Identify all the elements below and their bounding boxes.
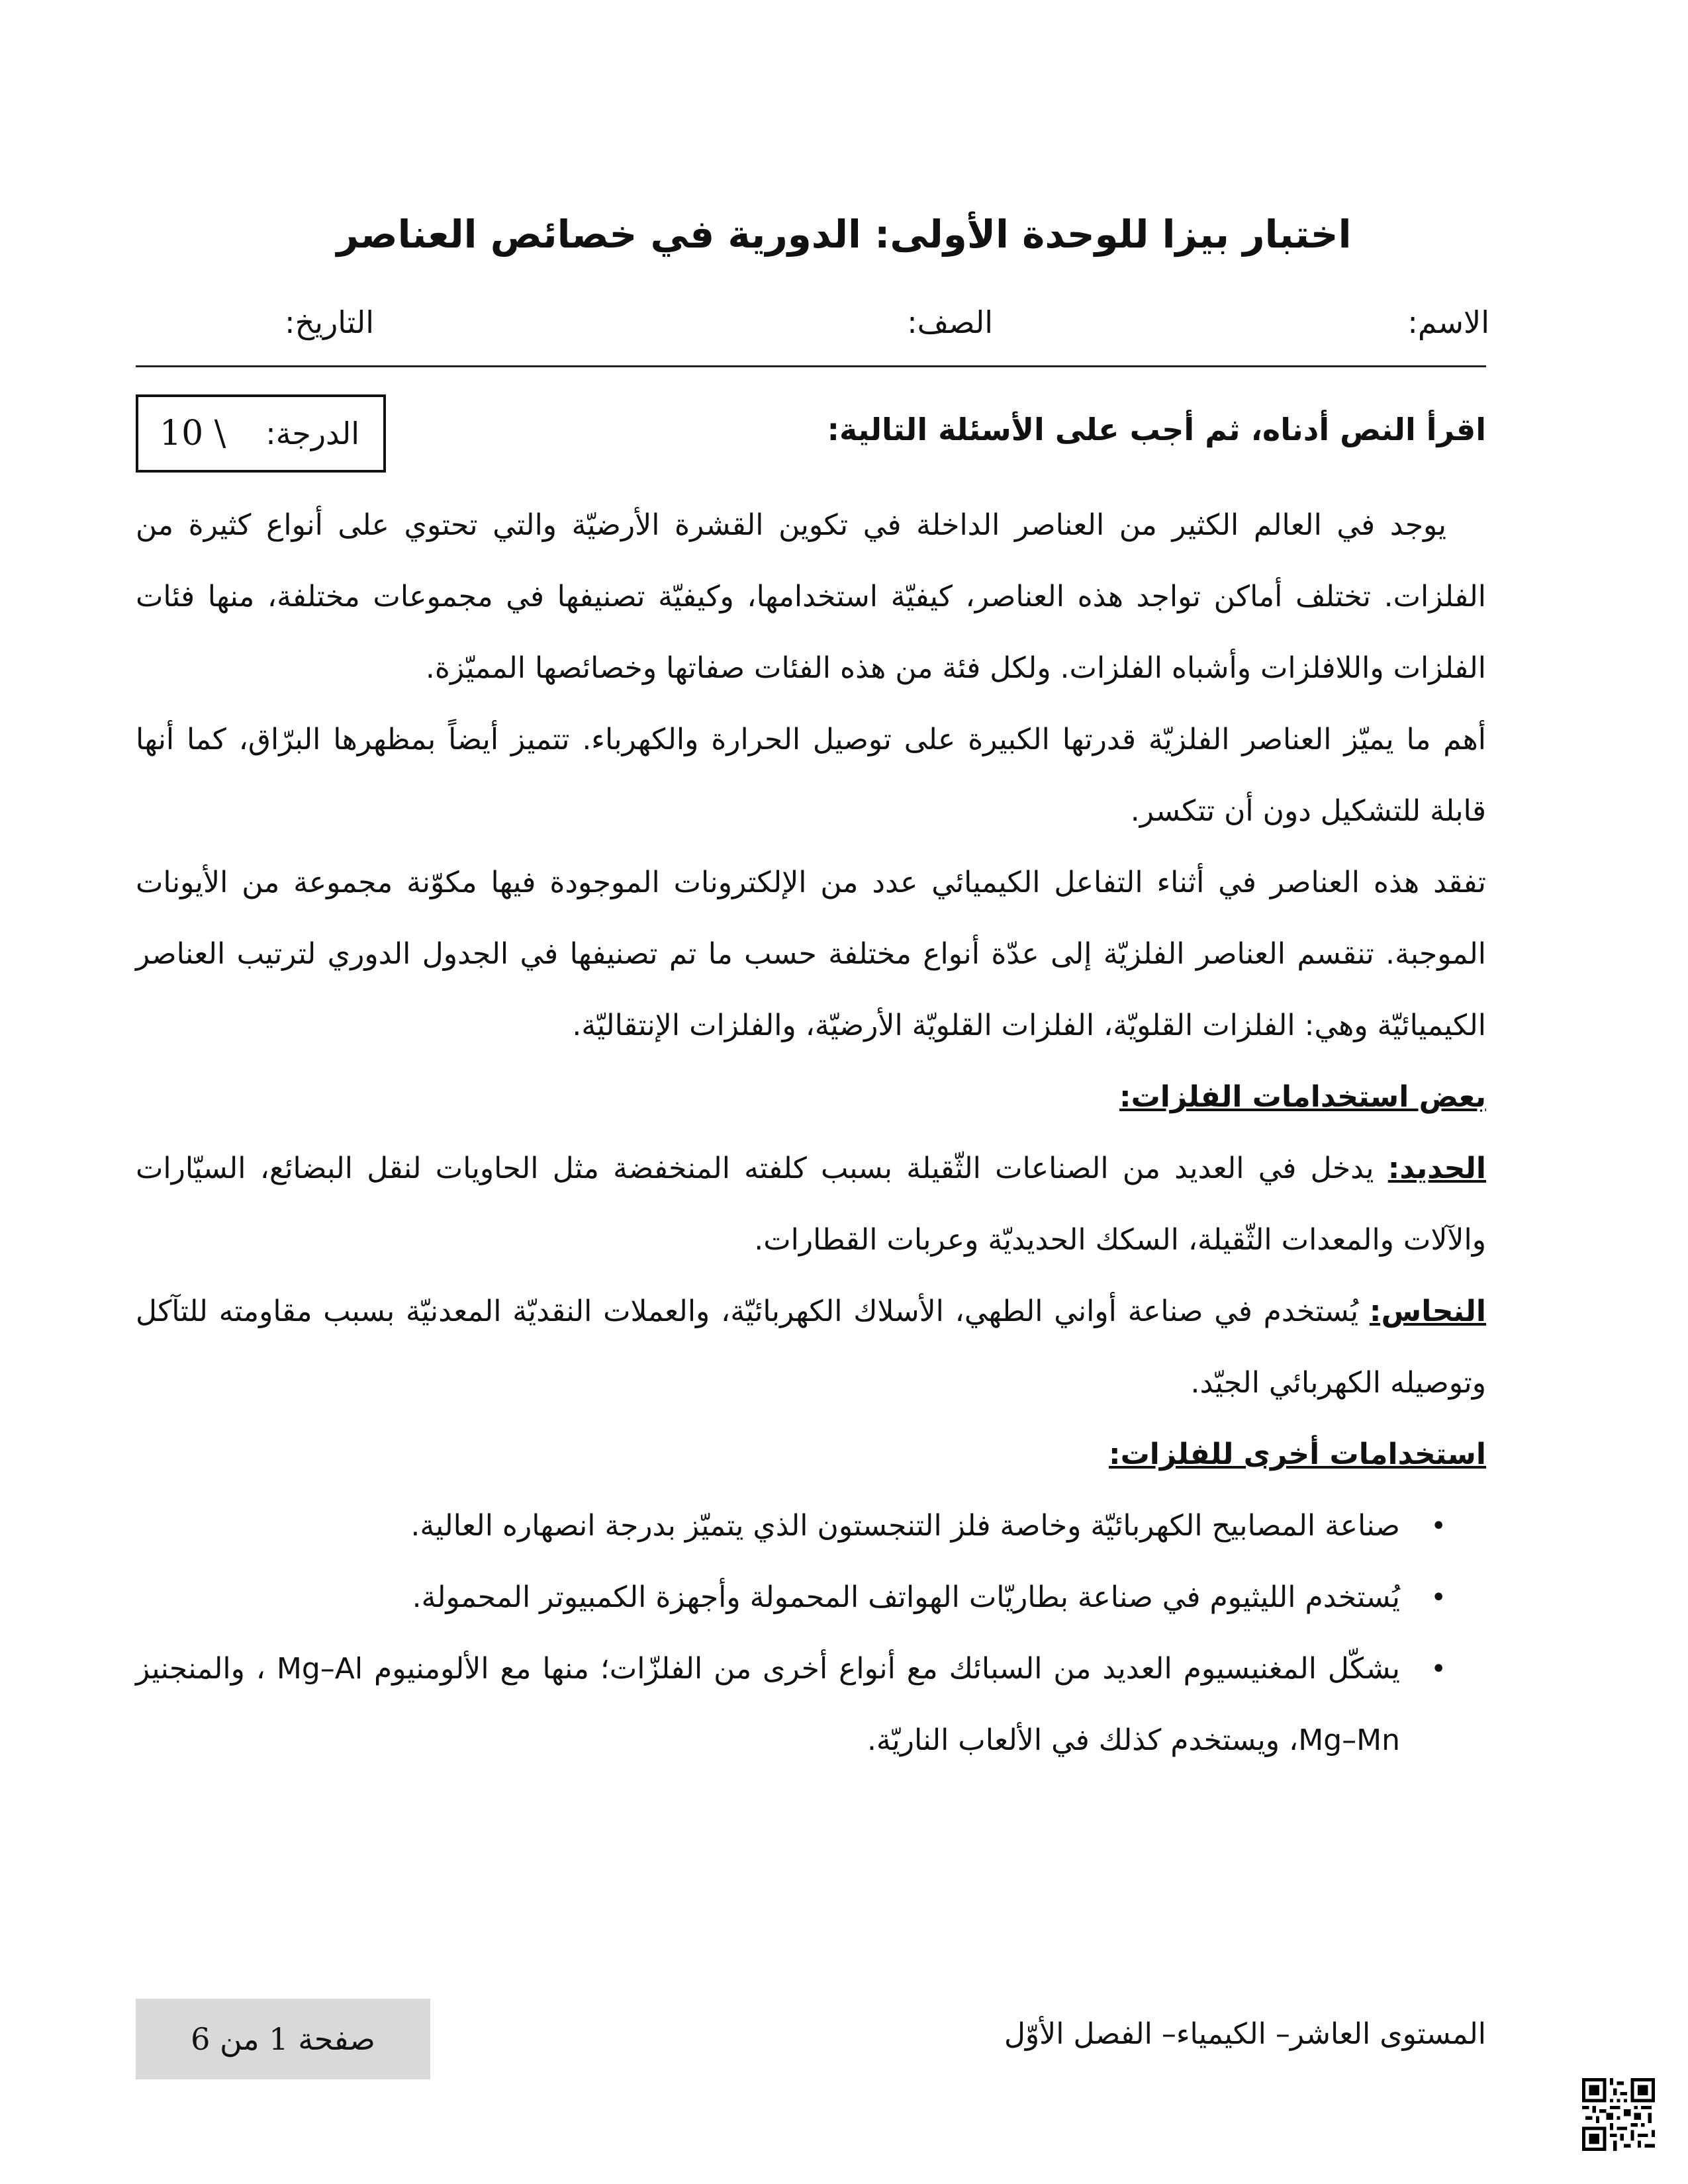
list-item: • يُستخدم الليثيوم في صناعة بطاريّات الهواتف المحمولة وأجهزة الكمبيوتر المحمولة. [136, 1562, 1400, 1633]
copper-text: يُستخدم في صناعة أواني الطهي، الأسلاك الكهربائيّة، والعملات النقديّة المعدنيّة بسبب مقاومته للتآكل وتوصيله الكهربائي الجيّد. [136, 1295, 1486, 1400]
page-number-box [136, 1999, 430, 2079]
passage-paragraph-3: تفقد هذه العناصر في أثناء التفاعل الكيميائي عدد من الإلكترونات الموجودة فيها مكوّنة مجموعة من الأيونات الموجبة. تنقسم العناصر الفلزيّة إلى عدّة أنواع مختلفة حسب ما تم تصنيفها في الجدول الدوري لترتيب العناصر الكيميائيّة وهي: الفلزات القلويّة، الفلزات القلويّة الأرضيّة، والفلزات الإنتقاليّة. [136, 866, 1486, 1042]
list-item: • يشكّل المغنيسيوم العديد من السبائك مع أنواع أخرى من الفلزّات؛ منها مع الألومنيوم Mg–Al ، والمنجنيز Mg–Mn، ويستخدم كذلك في الألعاب الناريّة. [136, 1633, 1400, 1776]
qr-code-icon [1582, 2078, 1655, 2151]
other-uses-list [136, 1490, 1486, 1776]
iron-label: الحديد: [1387, 1152, 1486, 1185]
uses-heading: بعض استخدامات الفلزات: [1119, 1080, 1486, 1114]
copper-label: النحاس: [1369, 1295, 1486, 1328]
copper-paragraph [136, 1276, 1486, 1419]
passage-paragraph-2: أهم ما يميّز العناصر الفلزيّة قدرتها الكبيرة على توصيل الحرارة والكهرباء. تتميز أيضاً بمظهرها البرّاق، كما أنها قابلة للتشكيل دون أن تتكسر. [136, 723, 1486, 828]
instruction-text: اقرأ النص أدناه، ثم أجب على الأسئلة التالية: [827, 412, 1486, 447]
header-divider [136, 365, 1486, 367]
other-uses-heading: استخدامات أخرى للفلزات: [1108, 1437, 1486, 1471]
iron-paragraph [136, 1133, 1486, 1276]
page-number: صفحة 1 من 6 [191, 2021, 375, 2057]
name-field-label: الاسم: [1407, 304, 1489, 340]
course-footer: المستوى العاشر– الكيمياء– الفصل الأوّل [1004, 2017, 1486, 2051]
iron-text: يدخل في العديد من الصناعات الثّقيلة بسبب كلفته المنخفضة مثل الحاويات لنقل البضائع، السيّارات والآلات والمعدات الثّقيلة، السكك الحديديّة وعربات القطارات. [136, 1152, 1486, 1257]
grade-box [136, 394, 386, 473]
list-item: • صناعة المصابيح الكهربائيّة وخاصة فلز التنجستون الذي يتميّز بدرجة انصهاره العالية. [136, 1490, 1400, 1562]
grade-label: الدرجة: [265, 416, 359, 451]
page-title: اختبار بيزا للوحدة الأولى: الدورية في خصائص العناصر [336, 212, 1352, 257]
grade-value: 10 \ [160, 414, 226, 453]
reading-passage [136, 490, 1486, 1776]
class-field-label: الصف: [907, 304, 993, 340]
passage-paragraph-1: يوجد في العالم الكثير من العناصر الداخلة في تكوين القشرة الأرضيّة والتي تحتوي على أنواع كثيرة من الفلزات. تختلف أماكن تواجد هذه العناصر، كيفيّة استخدامها، وكيفيّة تصنيفها في مجموعات مختلفة، منها فئات الفلزات واللافلزات وأشباه الفلزات. ولكل فئة من هذه الفئات صفاتها وخصائصها المميّزة. [136, 508, 1486, 685]
date-field-label: التاريخ: [285, 304, 374, 340]
